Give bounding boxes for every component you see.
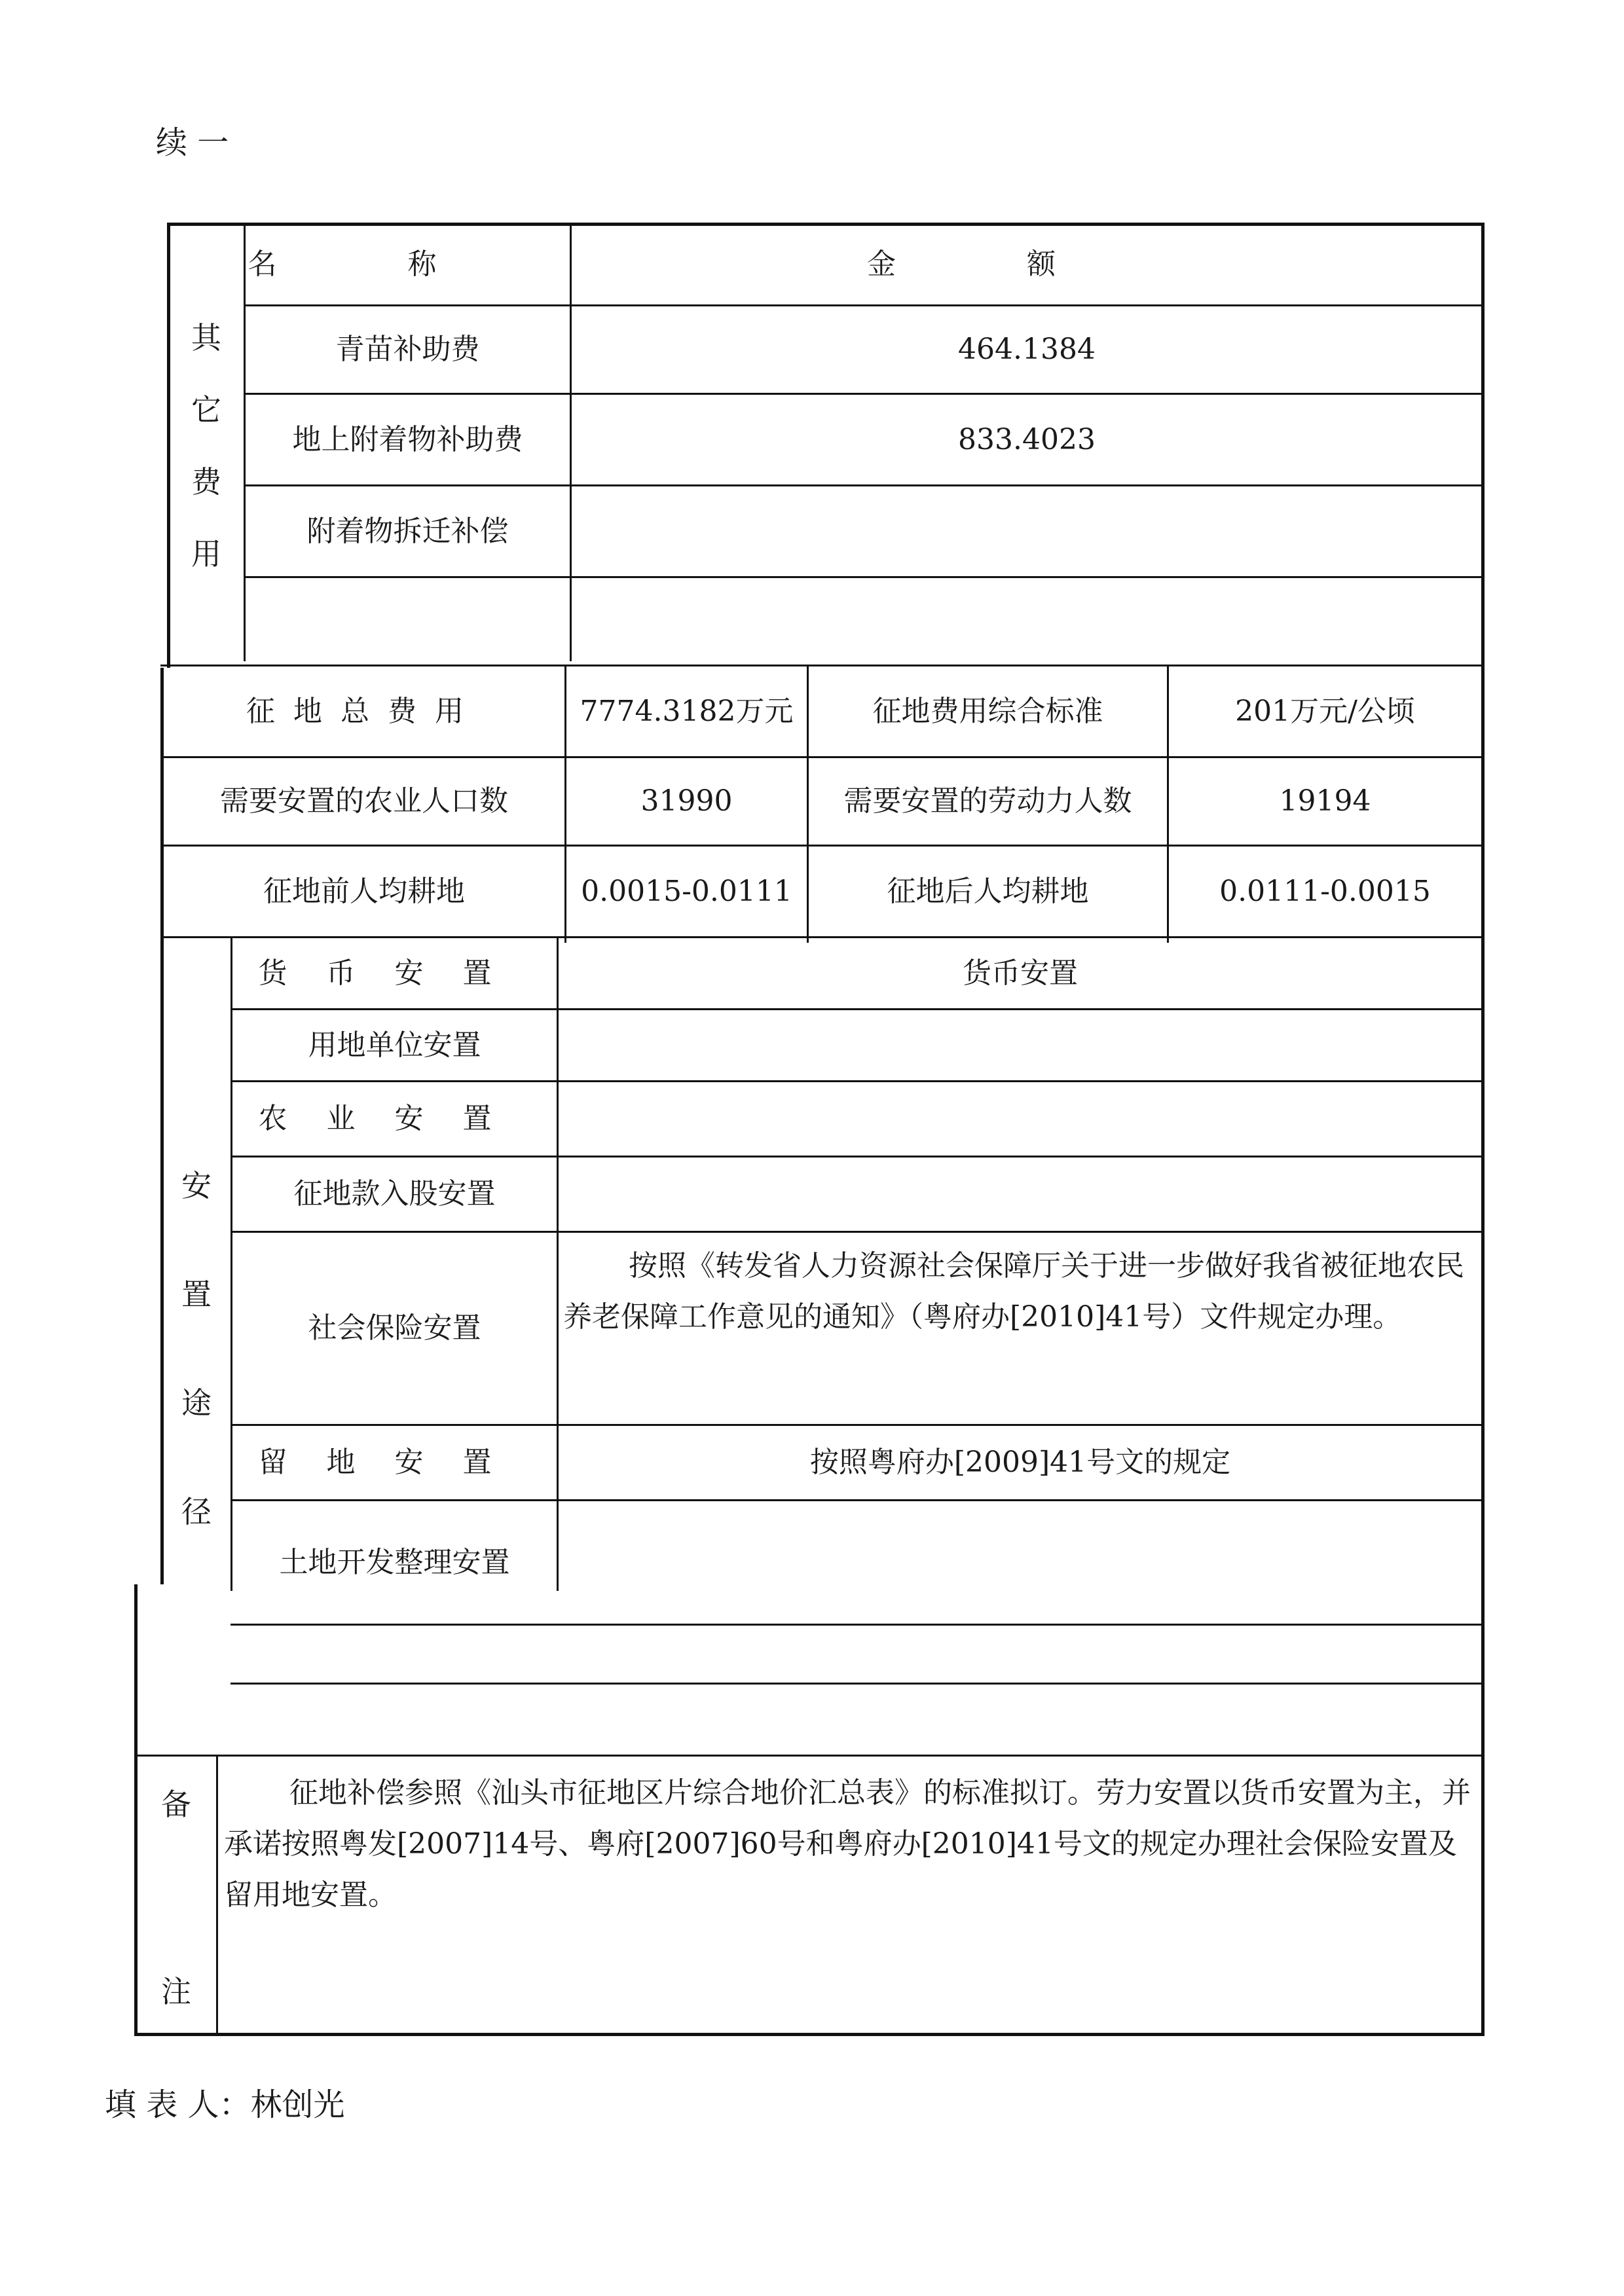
continuation-label: 续 一: [156, 124, 229, 161]
filler-label: 填 表 人：: [105, 2086, 251, 2123]
total-cost-label: 征地总费用: [246, 694, 482, 728]
filler-name: 林创光: [250, 2086, 345, 2123]
remarks-text: 征地补偿参照《汕头市征地区片综合地价汇总表》的标准拟订。劳力安置以货币安置为主，并承诺按照粤发[2007]14号、粤府[2007]60号和粤府办[2010]41号文的规定办理社会保险安置及留用地安置。: [224, 1776, 1471, 1912]
fee-name-cell: 地上附着物补助费: [292, 422, 523, 456]
other-fees-section-label: 其 它 费 用: [191, 320, 221, 572]
fee-amount-cell: [572, 486, 1482, 576]
resettlement-name-cell: 征地款入股安置: [293, 1177, 496, 1211]
farmland-before-value: 0.0015-0.0111: [581, 874, 792, 908]
fee-amount-cell: 464.1384: [958, 333, 1096, 366]
farmland-after-label: 征地后人均耕地: [887, 874, 1089, 908]
resettlement-value-cell: 按照粤府办[2009]41号文的规定: [809, 1446, 1231, 1479]
form-filler: [105, 2082, 345, 2128]
resettlement-name-cell: 土地开发整理安置: [279, 1545, 510, 1579]
fee-name-cell: 附着物拆迁补偿: [306, 514, 509, 548]
farmland-before-label: 征地前人均耕地: [263, 874, 465, 908]
table-border-bottom: [134, 2033, 1485, 2036]
column-header-name: 名称: [248, 247, 568, 281]
agricultural-population-value: 31990: [640, 784, 733, 818]
resettlement-name-cell: 用地单位安置: [308, 1028, 481, 1062]
column-header-amount: 金额: [867, 247, 1187, 281]
resettlement-value-cell: 货币安置: [963, 956, 1078, 990]
labor-count-value: 19194: [1279, 784, 1371, 818]
resettlement-section-label: 安 置 途 径: [181, 1167, 212, 1529]
resettlement-name-cell: 货币安置: [258, 956, 531, 990]
fee-amount-cell: 833.4023: [958, 422, 1096, 456]
agricultural-population-label: 需要安置的农业人口数: [220, 784, 508, 818]
farmland-after-value: 0.0111-0.0015: [1219, 874, 1431, 908]
social-insurance-text: 按照《转发省人力资源社会保障厅关于进一步做好我省被征地农民养老保障工作意见的通知》（粤府办[2010]41号）文件规定办理。: [563, 1249, 1464, 1334]
resettlement-name-cell: 社会保险安置: [308, 1311, 481, 1345]
labor-count-label: 需要安置的劳动力人数: [843, 784, 1132, 818]
total-cost-value: 7774.3182万元: [580, 694, 794, 728]
standard-value: 201万元/公顷: [1235, 694, 1415, 728]
fee-name-cell: 青苗补助费: [335, 333, 480, 366]
standard-label: 征地费用综合标准: [872, 694, 1103, 728]
resettlement-name-cell: 农业安置: [258, 1102, 531, 1135]
resettlement-name-cell: 留地安置: [258, 1446, 531, 1479]
remarks-section-label: 备 注: [161, 1786, 191, 2009]
